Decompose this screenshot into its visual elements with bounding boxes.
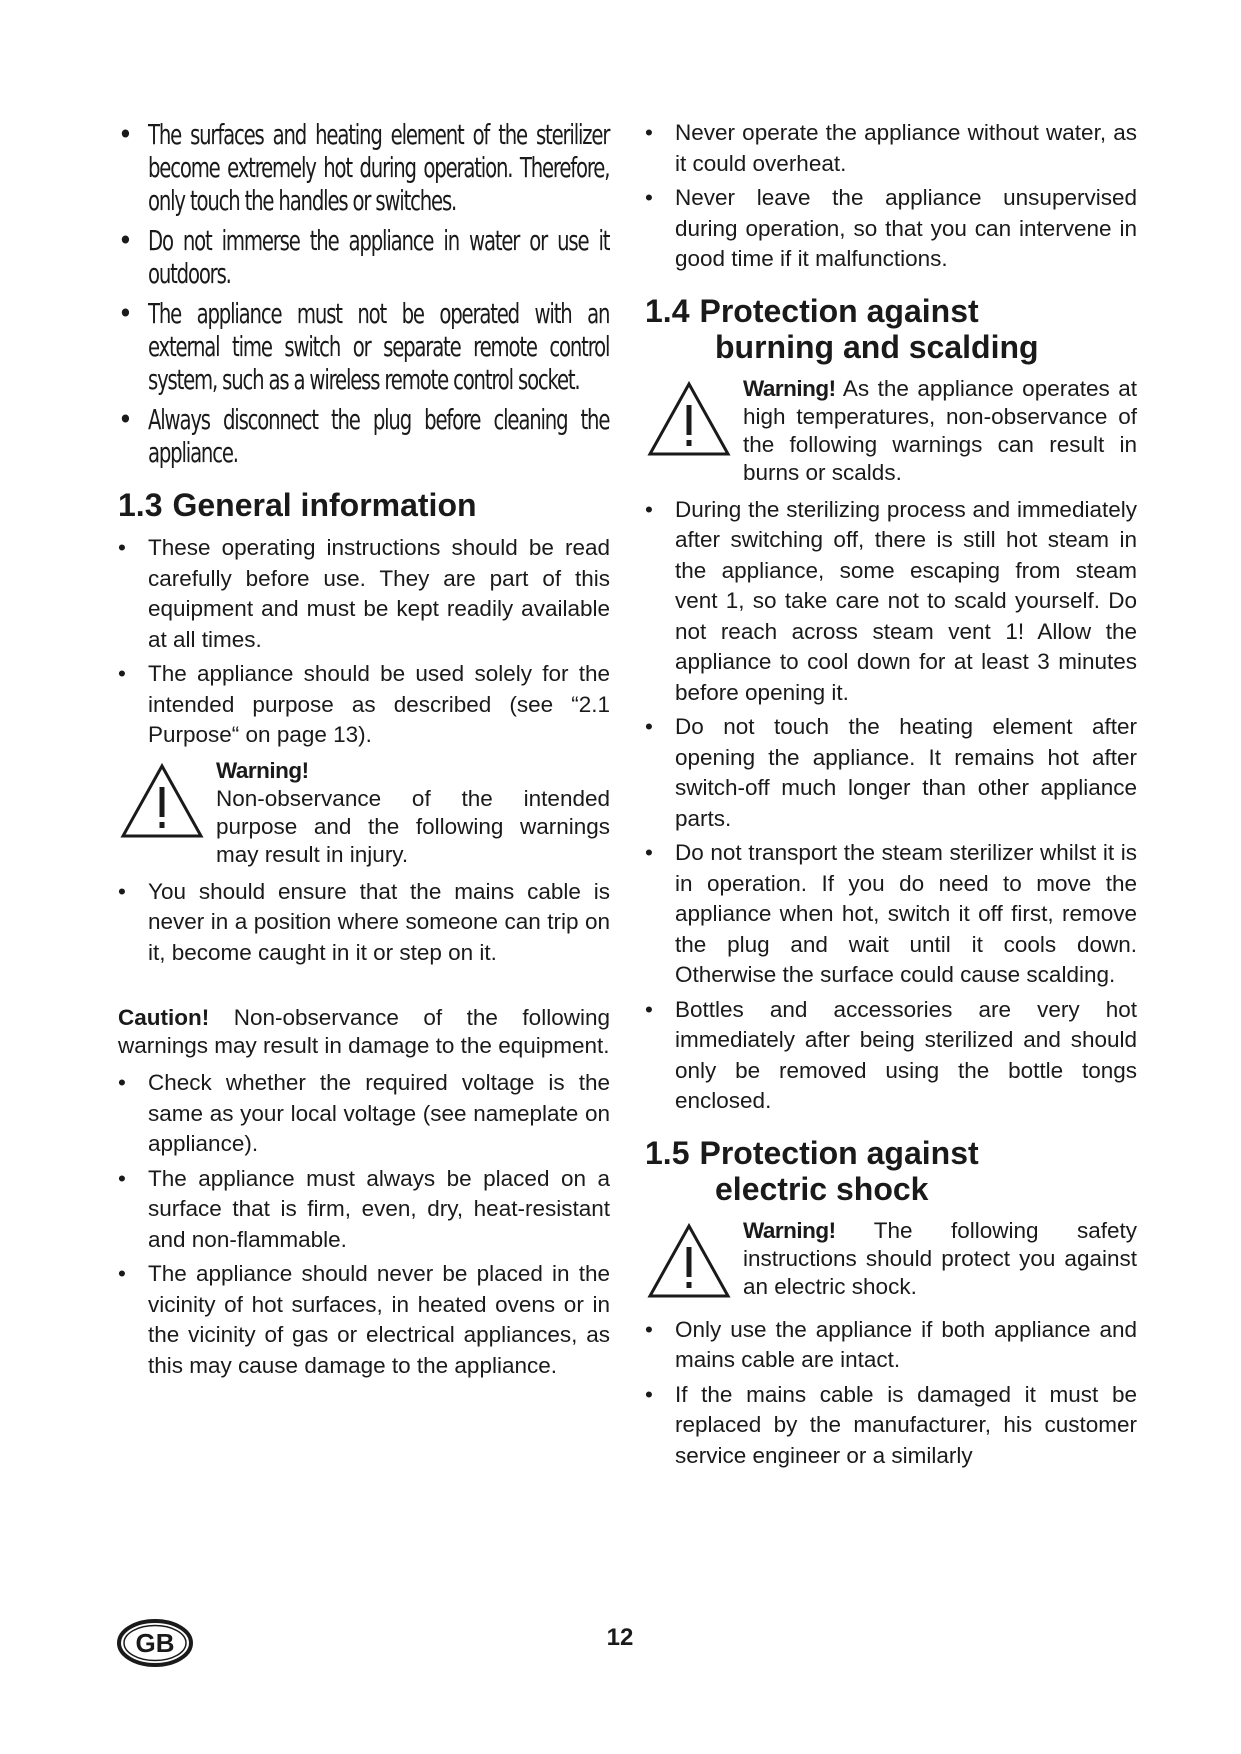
list-item: • You should ensure that the mains cable is never in a position where someone can trip on it, become caught in it or step on it. [118,878,610,965]
list-item: • The appliance should be used solely for the intended purpose as described (see “2.1 Purpose“ on page 13). [118,661,610,747]
list-item: • Do not immerse the appliance in water or use it outdoors. [118,224,610,290]
section-heading-1-3: 1.3 General information [118,487,477,523]
electric-shock-list [645,1315,1137,1472]
warning-text: Warning! Non-observance of the intended purpose and the following warnings may result in injury. [216,757,610,867]
country-badge-icon [116,1618,194,1668]
warning-text: Warning! The following safety instructions should protect you against an electric shock. [743,1217,1137,1299]
list-item: • During the sterilizing process and immediately after switching off, there is still hot steam in the appliance, some escaping from steam vent 1, so take care not to scald yourself. Do not reach across steam vent 1! Allow the appliance to cool down for at least 3 minutes before opening it. [645,496,1137,705]
list-item: • These operating instructions should be read carefully before use. They are part of this equipment and must be kept readily available at all times. [118,535,610,652]
list-item: • If the mains cable is damaged it must be replaced by the manufacturer, his customer service engineer or a similarly [645,1381,1137,1468]
section-heading-1-5: 1.5 Protection against electric shock [645,1134,979,1207]
scalding-list [645,495,1137,1117]
page-number: 12 [606,1624,634,1651]
list-item: • The appliance should never be placed in the vicinity of hot surfaces, in heated ovens or in the vicinity of gas or electrical appliances, as this may cause damage to the appliance. [118,1261,610,1378]
safety-bullets-list [118,118,610,469]
warning-triangle-icon [647,1223,731,1299]
list-item: • The surfaces and heating element of the sterilizer become extremely hot during operation. Therefore, only touch the handles or switches. [118,118,610,217]
list-item: • Always disconnect the plug before cleaning the appliance. [118,403,610,469]
cable-list [118,877,610,969]
caution-paragraph: Caution! Non-observance of the following warnings may result in damage to the equipment. [118,1005,610,1058]
list-item: • Do not touch the heating element after opening the appliance. It remains hot after switch-off much longer than other appliance parts. [645,714,1137,831]
warning-triangle-icon [120,763,204,839]
right-column [645,118,1137,1475]
list-item: • The appliance must always be placed on a surface that is firm, even, dry, heat-resistant and non-flammable. [118,1165,610,1252]
operation-list [645,118,1137,275]
list-item: • Never operate the appliance without water, as it could overheat. [645,120,1137,176]
section-heading-1-4: 1.4 Protection against burning and scalding [645,292,1039,365]
list-item: • Check whether the required voltage is the same as your local voltage (see nameplate on appliance). [118,1070,610,1156]
warning-triangle-icon [647,381,731,457]
list-item: • Bottles and accessories are very hot immediately after being sterilized and should only be removed using the bottle tongs enclosed. [645,996,1137,1113]
warning-block [645,375,1137,487]
warning-block [645,1217,1137,1307]
list-item: • Never leave the appliance unsupervised during operation, so that you can intervene in good time if it malfunctions. [645,185,1137,271]
left-column [118,118,610,1385]
warning-block [118,757,610,869]
list-item: • The appliance must not be operated with an external time switch or separate remote control system, such as a wireless remote control socket. [118,297,610,396]
list-item: • Do not transport the steam sterilizer whilst it is in operation. If you do need to move the appliance when hot, switch it off first, remove the plug and wait until it cools down. Otherwise the surface could cause scalding. [645,840,1137,987]
list-item: • Only use the appliance if both appliance and mains cable are intact. [645,1316,1137,1372]
general-info-list [118,533,610,751]
warning-text: Warning! As the appliance operates at high temperatures, non-observance of the following warnings can result in burns or scalds. [743,375,1137,485]
caution-list [118,1068,610,1381]
country-code: GB [135,1628,175,1658]
